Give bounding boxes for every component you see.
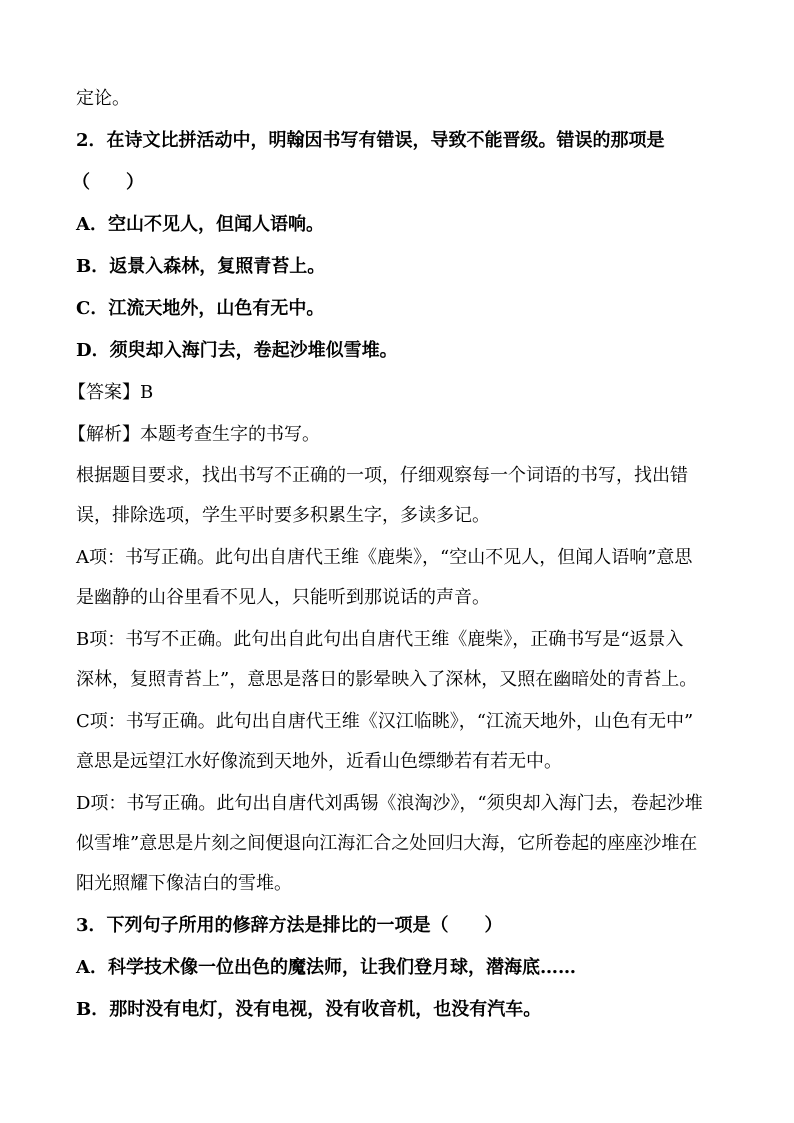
option-b: B．返景入森林，复照青苔上。 [76, 256, 326, 277]
text-line: 定论。 [76, 88, 130, 109]
option-b: B．那时没有电灯，没有电视，没有收音机，也没有汽车。 [76, 999, 542, 1020]
option-a: A．科学技术像一位出色的魔法师，让我们登月球，潜海底…… [76, 957, 576, 978]
analysis-item-a-cont: 是幽静的山谷里看不见人，只能听到那说话的声音。 [76, 587, 490, 608]
question-3-stem: 3．下列句子所用的修辞方法是排比的一项是（ ） [76, 915, 503, 936]
analysis-item-b: B项：书写不正确。此句出自此句出自唐代王维《鹿柴》，正确书写是“返景入 [76, 629, 684, 650]
analysis-item-d: D项：书写正确。此句出自唐代刘禹锡《浪淘沙》，“须臾却入海门去，卷起沙堆 [76, 793, 703, 814]
question-2-stem: 2．在诗文比拼活动中，明翰因书写有错误，导致不能晋级。错误的那项是 [76, 130, 665, 151]
analysis-item-d-cont: 阳光照耀下像洁白的雪堆。 [76, 873, 292, 894]
option-d: D．须臾却入海门去，卷起沙堆似雪堆。 [76, 340, 398, 361]
question-2-blank: （ ） [72, 172, 144, 193]
analysis-item-b-cont: 深林，复照青苔上”，意思是落日的影晕映入了深林，又照在幽暗处的青苔上。 [76, 669, 698, 690]
analysis-item-d-cont: 似雪堆”意思是片刻之间便退向江海汇合之处回归大海，它所卷起的座座沙堆在 [76, 833, 698, 854]
analysis-text: 误，排除选项，学生平时要多积累生字，多读多记。 [76, 505, 490, 526]
analysis-item-c: C项：书写正确。此句出自唐代王维《汉江临眺》，“江流天地外，山色有无中” [76, 711, 694, 732]
analysis-item-a: A项：书写正确。此句出自唐代王维《鹿柴》，“空山不见人，但闻人语响”意思 [76, 547, 693, 568]
analysis-heading: 【解析】本题考查生字的书写。 [68, 424, 320, 445]
option-a: A．空山不见人，但闻人语响。 [76, 214, 324, 235]
analysis-item-c-cont: 意思是远望江水好像流到天地外，近看山色缥缈若有若无中。 [76, 751, 562, 772]
answer-label: 【答案】B [68, 382, 154, 403]
option-c: C．江流天地外，山色有无中。 [76, 298, 325, 319]
analysis-text: 根据题目要求，找出书写不正确的一项，仔细观察每一个词语的书写，找出错 [76, 465, 688, 486]
